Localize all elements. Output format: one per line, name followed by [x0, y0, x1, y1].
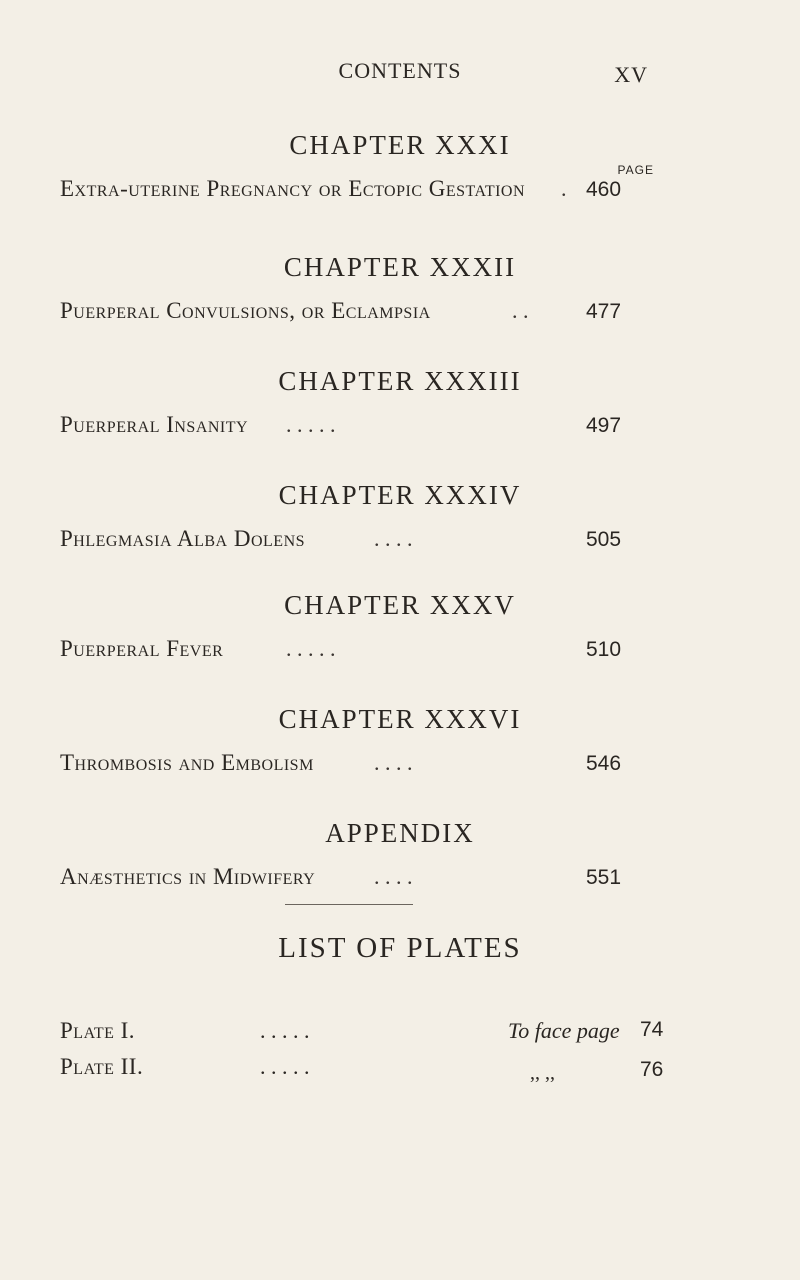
chapter-heading: CHAPTER XXXVI [278, 704, 522, 734]
chapter-page-number: 510 [586, 638, 622, 661]
chapter-heading: CHAPTER XXXIII [278, 366, 522, 396]
chapter-heading: CHAPTER XXXI [289, 130, 511, 160]
ditto-marks: ,, ,, [530, 1062, 555, 1084]
plate-page-number: 76 [640, 1058, 664, 1081]
chapter-heading: CHAPTER XXXV [284, 590, 516, 620]
appendix-page-number: 551 [586, 866, 622, 889]
chapter-title: Puerperal Insanity [60, 412, 249, 437]
chapter-page-number: 497 [586, 414, 622, 437]
leader-dots: . . . . . [260, 1054, 310, 1079]
leader-dots: . . . . . [286, 636, 336, 661]
chapter-page-number: 477 [586, 300, 622, 323]
appendix-title: Anæsthetics in Midwifery [60, 864, 316, 889]
chapter-title: Thrombosis and Embolism [60, 750, 314, 775]
chapter-title: Puerperal Fever [60, 636, 224, 661]
leader-dots: . . . . [374, 526, 413, 551]
chapter-title: Phlegmasia Alba Dolens [60, 526, 306, 551]
chapter-page-number: 505 [586, 528, 622, 551]
page-number: XV [614, 62, 648, 87]
chapter-title: Extra-uterine Pregnancy or Ectopic Gestation [60, 176, 526, 201]
appendix-heading: APPENDIX [325, 818, 475, 848]
chapter-page-number: 546 [586, 752, 622, 775]
leader-dots: . . . . . [260, 1018, 310, 1043]
leader-dots: . . [512, 298, 529, 323]
list-of-plates-heading: LIST OF PLATES [278, 932, 522, 964]
chapter-heading: CHAPTER XXXII [283, 252, 517, 282]
chapter-title: Puerperal Convulsions, or Eclampsia [60, 298, 431, 323]
leader-dots: . [561, 176, 567, 201]
leader-dots: . . . . . [286, 412, 336, 437]
face-page-text: To face page [508, 1018, 620, 1043]
plate-entry [60, 1054, 700, 1086]
divider-rule [285, 904, 413, 905]
plate-page-number: 74 [640, 1018, 664, 1041]
chapter-page-number: 460 [586, 178, 622, 201]
chapter-heading: CHAPTER XXXIV [278, 480, 522, 510]
plate-label: Plate II. [60, 1054, 144, 1079]
running-head-title: CONTENTS [338, 58, 462, 83]
plate-entry [60, 1018, 700, 1050]
leader-dots: . . . . [374, 750, 413, 775]
page-column-label: PAGE [617, 163, 654, 177]
plate-label: Plate I. [60, 1018, 136, 1043]
running-head [0, 58, 800, 88]
leader-dots: . . . . [374, 864, 413, 889]
